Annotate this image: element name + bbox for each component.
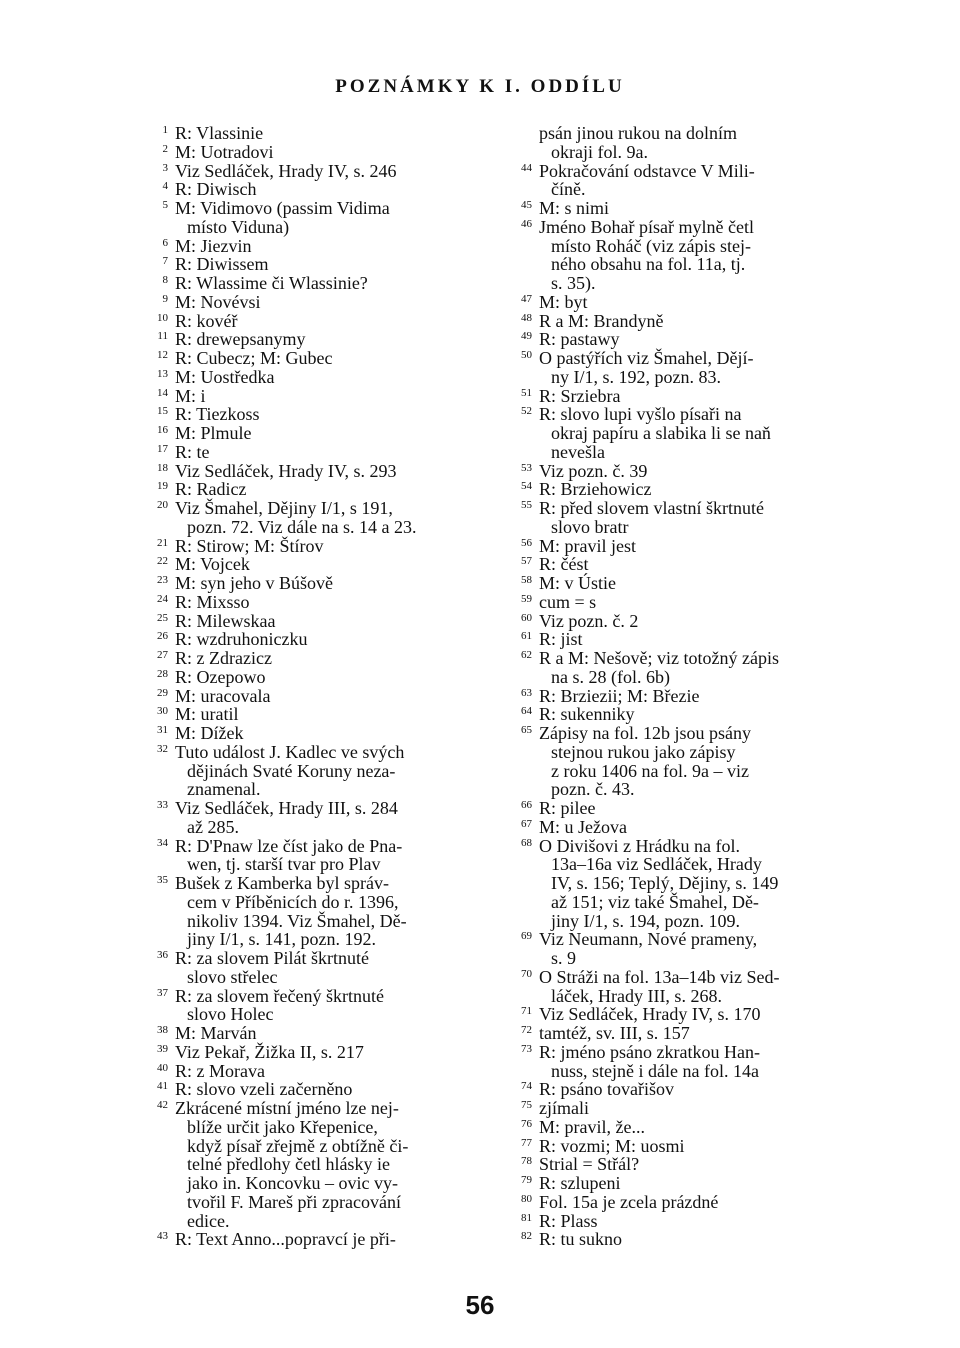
footnote: [148, 1043, 448, 1062]
footnote-number: 46: [521, 217, 532, 230]
footnote-number: 50: [521, 349, 532, 361]
footnote-text-line: R: psáno tovařišov: [539, 1079, 674, 1100]
footnote: [148, 405, 448, 424]
footnote-text-line: R a M: Nešově; viz totožný zápis: [539, 648, 779, 668]
footnote: [512, 1118, 812, 1137]
footnote: [148, 687, 448, 706]
footnote-text-line: M: uracovala: [175, 685, 271, 706]
footnote: [512, 649, 812, 687]
footnote: [148, 630, 448, 649]
footnote: [148, 293, 448, 312]
footnote: [512, 612, 812, 631]
footnote-text-line: M: s nimi: [539, 198, 610, 218]
footnote-text-line: Bušek z Kamberka byl správ-: [175, 873, 389, 893]
footnote-text-line: na s. 28 (fol. 6b): [551, 666, 670, 687]
footnote-number: 33: [157, 799, 168, 811]
footnote: [512, 1137, 812, 1156]
footnote-number: 26: [157, 630, 168, 643]
footnote-text-line: R: před slovem vlastní škrtnuté: [539, 498, 764, 518]
footnote-number: 15: [157, 405, 168, 418]
footnote-text-line: R: Radicz: [175, 479, 247, 500]
footnote-text-line: M: Vojcek: [175, 554, 250, 575]
footnote-number: 13: [157, 367, 168, 380]
footnote: [148, 424, 448, 443]
footnote-text-line: pozn. č. 43.: [551, 779, 635, 800]
footnote-text-line: R: vozmi; M: uosmi: [539, 1135, 685, 1156]
notes-column-left: [148, 124, 448, 1249]
footnote: [148, 668, 448, 687]
footnote-number: 41: [157, 1080, 168, 1093]
footnote-number: 52: [521, 405, 532, 418]
footnote: [512, 687, 812, 706]
footnote-text-line: slovo střelec: [187, 966, 278, 987]
footnote-number: 11: [157, 330, 168, 343]
footnote-text-line: Fol. 15a je zcela prázdné: [539, 1191, 719, 1212]
footnote: [512, 1212, 812, 1231]
footnote-text-line: M: v Ústie: [539, 573, 617, 593]
footnote-number: 80: [521, 1192, 532, 1205]
footnote: [148, 1230, 448, 1249]
footnote: [512, 1193, 812, 1212]
footnote: [148, 537, 448, 556]
footnote-number: 34: [157, 836, 168, 849]
footnote: [512, 799, 812, 818]
footnote: [512, 480, 812, 499]
footnote-number: 62: [521, 649, 532, 661]
footnote: [148, 949, 448, 987]
footnote-number: 74: [521, 1080, 532, 1093]
footnote-text-line: okraji fol. 9a.: [551, 141, 648, 162]
footnote-text-line: když písař zřejmě z obtížně či-: [187, 1135, 409, 1156]
footnote-text-line: M: Novévsi: [175, 291, 261, 312]
footnote-text-line: cum = s: [539, 591, 597, 612]
footnote: [148, 705, 448, 724]
footnote-text-line: láček, Hrady III, s. 268.: [551, 985, 722, 1006]
footnote-text-line: nuss, stejně i dále na fol. 14a: [551, 1060, 759, 1081]
footnote-text-line: M: i: [175, 385, 206, 406]
footnote-text-line: R: čést: [539, 554, 589, 575]
footnote-number: 5: [162, 199, 168, 211]
footnote-text-line: R: Text Anno...popravcí je při-: [175, 1229, 396, 1250]
footnote-text-line: Jméno Bohař písař mylně četl: [539, 216, 754, 237]
footnote-number: 70: [521, 967, 532, 980]
footnote-text-line: z roku 1406 na fol. 9a – viz: [551, 760, 749, 781]
footnote: [512, 405, 812, 461]
page-number: 56: [465, 1290, 495, 1320]
footnote-number: 76: [521, 1117, 532, 1130]
footnote-number: 61: [521, 630, 532, 643]
footnote: [148, 987, 448, 1025]
footnote-text-line: číně.: [551, 179, 586, 200]
footnote-number: 67: [521, 817, 532, 830]
footnote: [148, 1024, 448, 1043]
footnote: [148, 1062, 448, 1081]
footnote-text-line: místo Viduna): [187, 216, 290, 237]
footnote: [148, 462, 448, 481]
footnote-number: 2: [162, 142, 168, 155]
footnote: [512, 387, 812, 406]
footnote-text-line: Zkrácené místní jméno lze nej-: [175, 1098, 399, 1118]
footnote-number: 42: [157, 1099, 168, 1111]
footnote-text-line: blíže určit jako Křepenice,: [187, 1116, 378, 1137]
footnote-text-line: R: Srziebra: [539, 385, 621, 406]
footnote: [512, 162, 812, 200]
footnote: [148, 555, 448, 574]
footnote: [148, 724, 448, 743]
page-title: POZNÁMKY K I. ODDÍLU: [335, 76, 625, 97]
footnote-number: 64: [521, 705, 532, 718]
footnote: [148, 649, 448, 668]
footnote-number: 79: [521, 1174, 532, 1186]
footnote-text-line: okraj papíru a slabika li se naň: [551, 423, 771, 443]
footnote-text-line: Viz pozn. č. 39: [539, 460, 648, 481]
footnote-number: 78: [521, 1155, 532, 1168]
footnote-text-line: M: pravil jest: [539, 535, 636, 556]
footnote-text-line: R: slovo vzeli začerněno: [175, 1079, 353, 1100]
footnote-text-line: R: Plass: [539, 1210, 598, 1231]
footnote-number: 75: [521, 1099, 532, 1111]
footnote-number: 73: [521, 1042, 532, 1055]
footnote: [512, 499, 812, 537]
footnote-text-line: až 151; viz také Šmahel, Dě-: [551, 891, 759, 912]
footnote-text-line: jiny I/1, s. 194, pozn. 109.: [551, 910, 740, 931]
footnote-text-line: tvořil F. Mareš při zpracování: [187, 1191, 401, 1212]
footnote-text-line: R: pilee: [539, 798, 596, 818]
footnote-text-line: M: Plmule: [175, 423, 252, 443]
footnote: [148, 1080, 448, 1099]
footnote-text-line: jiny I/1, s. 141, pozn. 192.: [187, 929, 376, 950]
footnote: [512, 1174, 812, 1193]
footnote-number: 44: [521, 161, 532, 174]
footnote: [512, 818, 812, 837]
footnote: [148, 180, 448, 199]
footnote-number: 32: [157, 742, 168, 755]
footnote-text-line: znamenal.: [187, 779, 261, 800]
footnote: [148, 274, 448, 293]
footnote: [148, 199, 448, 237]
footnote-text-line: R: jist: [539, 629, 583, 650]
footnote-number: 82: [521, 1230, 532, 1243]
footnote: [512, 930, 812, 968]
footnote-text-line: Viz Sedláček, Hrady IV, s. 293: [175, 460, 397, 481]
footnote: [148, 237, 448, 256]
footnote-text-line: R: Stirow; M: Štírov: [175, 535, 324, 556]
footnote-number: 23: [157, 574, 168, 586]
footnote-number: 31: [157, 724, 168, 736]
footnote-number: 51: [521, 386, 532, 399]
footnote-number: 3: [162, 161, 168, 174]
footnote: [148, 499, 448, 537]
footnote-text-line: M: Jiezvin: [175, 235, 252, 256]
footnote-text-line: s. 35).: [551, 273, 596, 293]
footnote: [148, 255, 448, 274]
footnote-number: 21: [157, 536, 168, 549]
footnote-text-line: R: sukenniky: [539, 704, 635, 725]
footnote-text-line: nevešla: [551, 441, 605, 462]
footnote-text-line: O Stráži na fol. 13a–14b viz Sed-: [539, 966, 780, 987]
footnote-text-line: R: wzdruhoniczku: [175, 629, 308, 650]
footnote-number: 8: [162, 274, 168, 286]
footnote-number: 30: [157, 705, 168, 718]
footnote-text-line: stejnou rukou jako zápisy: [551, 741, 736, 762]
footnote-text-line: dějinách Svaté Koruny neza-: [187, 760, 396, 781]
footnote: [512, 1005, 812, 1024]
footnote-text-line: Viz Pekař, Žižka II, s. 217: [175, 1041, 364, 1062]
footnote-text-line: Pokračování odstavce V Mili-: [539, 160, 755, 181]
footnote-text-line: R: Wlassime či Wlassinie?: [175, 273, 368, 293]
footnote-text-line: R: z Zdrazicz: [175, 648, 272, 668]
footnote-text-line: R: Vlassinie: [175, 123, 264, 143]
footnote: [148, 387, 448, 406]
footnote-text-line: R: z Morava: [175, 1060, 265, 1081]
footnote: [148, 799, 448, 837]
footnote-number: 24: [157, 592, 168, 605]
footnote: [148, 574, 448, 593]
footnote-text-line: telné předlohy četl hlásky ie: [187, 1154, 390, 1175]
footnote-number: 18: [157, 461, 168, 474]
footnote-number: 40: [157, 1061, 168, 1074]
footnote: [148, 330, 448, 349]
footnote-text-line: 13a–16a viz Sedláček, Hrady: [551, 854, 762, 875]
footnote-text-line: IV, s. 156; Teplý, Dějiny, s. 149: [551, 873, 779, 893]
footnote-text-line: slovo bratr: [551, 516, 629, 537]
footnote-number: 58: [521, 574, 532, 586]
footnote-number: 22: [157, 555, 168, 568]
footnote-text-line: M: Uotradovi: [175, 141, 274, 162]
footnote-number: 43: [157, 1230, 168, 1243]
footnote-text-line: R: Tiezkoss: [175, 404, 260, 425]
footnote-text-line: jako in. Koncovku – ovic vy-: [187, 1173, 398, 1193]
footnote: [148, 124, 448, 143]
footnote-number: 7: [162, 255, 168, 268]
footnote-text-line: R: za slovem řečený škrtnuté: [175, 985, 384, 1006]
footnote-number: 66: [521, 799, 532, 811]
footnote-text-line: Viz Sedláček, Hrady III, s. 284: [175, 798, 398, 818]
footnote-number: 68: [521, 836, 532, 849]
footnote-number: 63: [521, 686, 532, 699]
footnote: [512, 1155, 812, 1174]
footnote-text-line: M: uratil: [175, 704, 239, 725]
footnote-text-line: R: tu sukno: [539, 1229, 623, 1250]
footnote-text-line: M: byt: [539, 291, 588, 312]
footnote: [512, 1024, 812, 1043]
notes-column-right: [512, 124, 812, 1249]
footnote-text-line: R: Brziezii; M: Březie: [539, 685, 700, 706]
footnote-number: 69: [521, 930, 532, 943]
footnote: [148, 837, 448, 875]
footnote: [148, 480, 448, 499]
footnote-text-line: M: Uostředka: [175, 366, 275, 387]
footnote-number: 19: [157, 480, 168, 493]
footnote: [148, 312, 448, 331]
footnote-number: 57: [521, 555, 532, 568]
footnote-text-line: s. 9: [551, 948, 577, 968]
footnote-number: 9: [162, 292, 168, 305]
footnote: [148, 162, 448, 181]
footnote-text-line: místo Roháč (viz zápis stej-: [551, 235, 751, 256]
footnote: [148, 874, 448, 949]
footnote-text-line: Viz Sedláček, Hrady IV, s. 246: [175, 160, 397, 181]
footnote: [512, 349, 812, 387]
footnote-text-line: edice.: [187, 1210, 230, 1231]
footnote: [148, 593, 448, 612]
footnote-text-line: R: kovéř: [175, 310, 238, 331]
footnote: [148, 349, 448, 368]
footnote-number: 45: [521, 199, 532, 211]
footnote-number: 17: [157, 442, 168, 455]
footnote-text-line: R: za slovem Pilát škrtnuté: [175, 948, 369, 968]
footnote-text-line: R: szlupeni: [539, 1173, 621, 1193]
footnote-text-line: pozn. 72. Viz dále na s. 14 a 23.: [187, 516, 417, 537]
footnote-text-line: tamtéž, sv. III, s. 157: [539, 1023, 690, 1043]
footnote-number: 59: [521, 592, 532, 605]
footnote-text-line: R: drewepsanymy: [175, 329, 306, 350]
footnote-text-line: M: pravil, že...: [539, 1116, 645, 1137]
footnote-number: 65: [521, 724, 532, 736]
footnote-text-line: nikoliv 1394. Viz Šmahel, Dě-: [187, 910, 407, 931]
footnote-text-line: R: Diwisch: [175, 179, 257, 200]
footnote-number: 16: [157, 424, 168, 436]
footnote: [512, 1230, 812, 1249]
footnote-number: 10: [157, 311, 168, 324]
footnote-text-line: Viz Neumann, Nové prameny,: [539, 929, 758, 950]
footnote-text-line: zjímali: [539, 1098, 589, 1118]
footnote-number: 27: [157, 649, 168, 661]
footnote-number: 1: [162, 124, 168, 136]
footnote-text-line: Viz Šmahel, Dějiny I/1, s 191,: [175, 498, 393, 518]
footnote: [512, 218, 812, 293]
footnote-text-line: R: Mixsso: [175, 591, 250, 612]
footnote-number: 54: [521, 480, 532, 493]
footnote-text-line: až 285.: [187, 816, 239, 837]
footnote-number: 81: [521, 1211, 532, 1224]
footnote: [512, 555, 812, 574]
footnote-text-line: O pastýřích viz Šmahel, Dějí-: [539, 348, 754, 368]
footnote-text-line: R: jméno psáno zkratkou Han-: [539, 1041, 760, 1062]
footnote: [148, 443, 448, 462]
footnote-text-line: wen, tj. starší tvar pro Plav: [187, 854, 381, 875]
footnote: [512, 462, 812, 481]
footnote-text-line: R: slovo lupi vyšlo písaři na: [539, 404, 742, 425]
footnote-number: 6: [162, 236, 168, 249]
footnote-text-line: M: Marván: [175, 1023, 257, 1043]
footnote-number: 20: [157, 499, 168, 511]
footnote-number: 14: [157, 386, 168, 399]
footnote-text-line: R: Brziehowicz: [539, 479, 652, 500]
footnote: [512, 1043, 812, 1081]
footnote: [512, 705, 812, 724]
footnote-text-line: R: Milewskaa: [175, 610, 276, 631]
footnote: [512, 968, 812, 1006]
footnote: [148, 612, 448, 631]
footnote: [512, 124, 812, 162]
footnote: [512, 330, 812, 349]
footnote-number: 35: [157, 874, 168, 886]
footnote-number: 53: [521, 461, 532, 474]
footnote-text-line: R: Cubecz; M: Gubec: [175, 348, 333, 368]
footnote-text-line: M: u Ježova: [539, 816, 627, 837]
footnote-number: 72: [521, 1024, 532, 1036]
footnote-text-line: O Divišovi z Hrádku na fol.: [539, 835, 740, 856]
footnote: [512, 293, 812, 312]
footnote-text-line: cem v Příběnicích do r. 1396,: [187, 891, 399, 912]
footnote-text-line: Viz pozn. č. 2: [539, 610, 639, 631]
footnote-text-line: ného obsahu na fol. 11a, tj.: [551, 254, 746, 275]
footnote: [512, 1099, 812, 1118]
footnote: [512, 724, 812, 799]
footnote-number: 28: [157, 667, 168, 680]
footnote: [512, 1080, 812, 1099]
footnote-text-line: slovo Holec: [187, 1004, 274, 1025]
footnote-text-line: R: te: [175, 441, 210, 462]
footnote-number: 56: [521, 536, 532, 549]
footnote: [148, 1099, 448, 1230]
footnote-number: 25: [157, 611, 168, 624]
footnote-number: 38: [157, 1024, 168, 1036]
footnote-number: 77: [521, 1136, 532, 1149]
footnote-text-line: Strial = Střál?: [539, 1154, 640, 1175]
footnote-number: 29: [157, 686, 168, 699]
footnote-text-line: Zápisy na fol. 12b jsou psány: [539, 723, 751, 743]
footnote: [148, 143, 448, 162]
footnote-text-line: M: Vidimovo (passim Vidima: [175, 198, 390, 218]
footnote-number: 49: [521, 330, 532, 343]
footnote-text-line: R: pastawy: [539, 329, 620, 350]
footnote: [512, 312, 812, 331]
footnote-number: 37: [157, 986, 168, 999]
footnote-text-line: Viz Sedláček, Hrady IV, s. 170: [539, 1004, 761, 1025]
footnote: [148, 368, 448, 387]
footnote-number: 55: [521, 499, 532, 511]
footnote-number: 4: [162, 180, 168, 193]
footnote: [512, 199, 812, 218]
footnote-text-line: ny I/1, s. 192, pozn. 83.: [551, 366, 721, 387]
footnote-number: 36: [157, 949, 168, 961]
footnote-text-line: R a M: Brandyně: [539, 310, 664, 331]
footnote: [512, 537, 812, 556]
footnote: [512, 837, 812, 931]
footnote-text-line: R: Ozepowo: [175, 666, 266, 687]
footnote-number: 71: [521, 1005, 532, 1018]
footnote-text-line: M: Dížek: [175, 723, 244, 743]
footnote-number: 60: [521, 611, 532, 624]
footnote: [512, 593, 812, 612]
footnote: [512, 630, 812, 649]
footnote-text-line: R: Diwissem: [175, 254, 269, 275]
footnote: [512, 574, 812, 593]
footnote-text-line: M: syn jeho v Búšově: [175, 573, 334, 593]
footnote-text-line: Tuto událost J. Kadlec ve svých: [175, 741, 405, 762]
footnote-number: 47: [521, 292, 532, 305]
footnote-number: 39: [157, 1042, 168, 1055]
footnote: [148, 743, 448, 799]
footnote-number: 48: [521, 311, 532, 324]
footnote-number: 12: [157, 349, 168, 361]
footnote-text-line: psán jinou rukou na dolním: [539, 123, 737, 143]
footnote-text-line: R: D'Pnaw lze číst jako de Pna-: [175, 835, 403, 856]
